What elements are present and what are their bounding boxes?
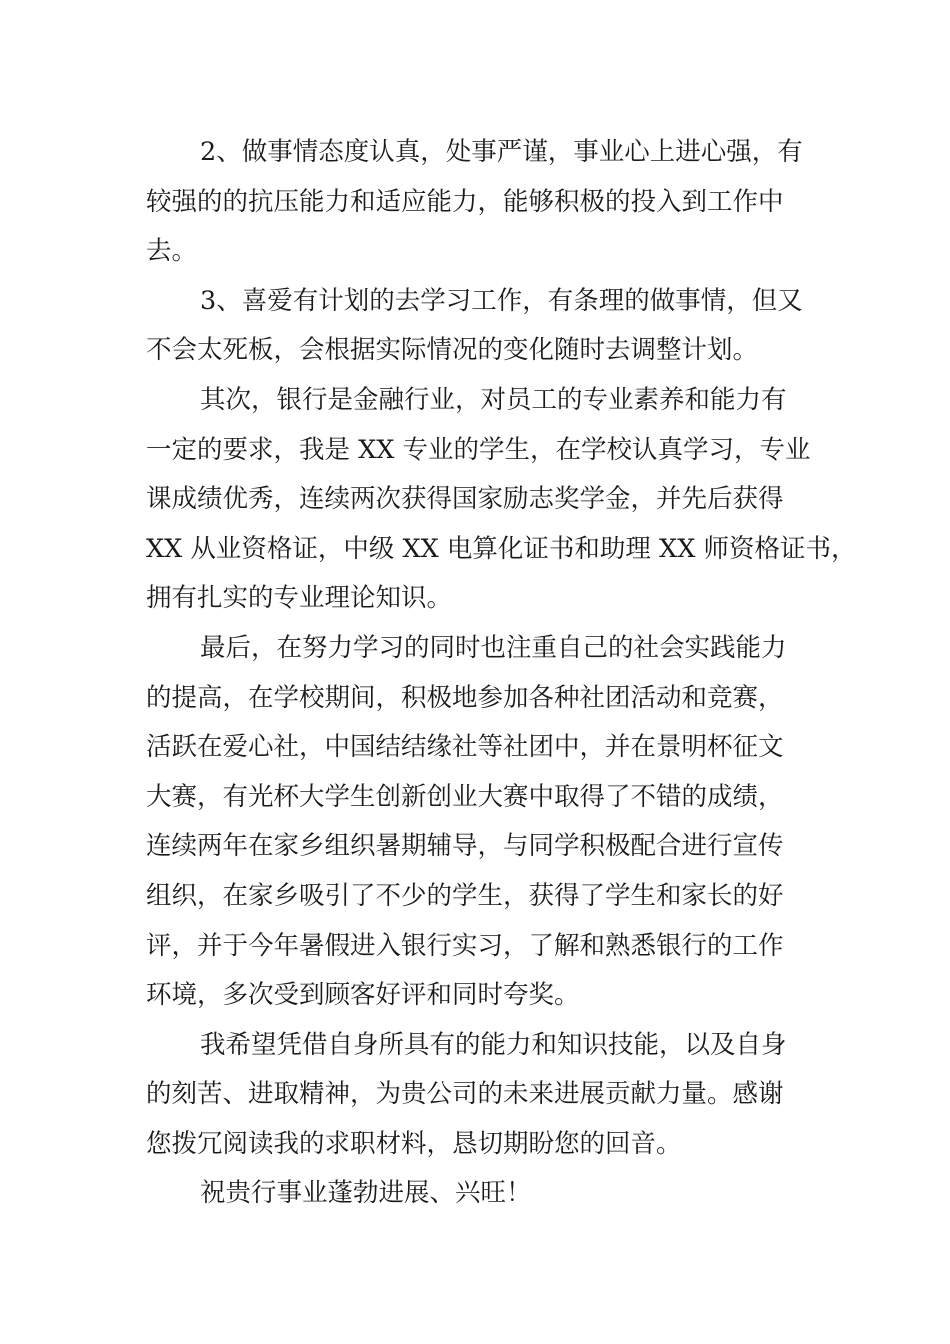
text-line: 组织，在家乡吸引了不少的学生，获得了学生和家长的好 (146, 880, 784, 911)
text-line: 最后，在努力学习的同时也注重自己的社会实践能力 (200, 632, 787, 663)
text-line: 一定的要求，我是 XX 专业的学生，在学校认真学习，专业 (146, 434, 811, 465)
paragraph-wishes (146, 1169, 808, 1219)
text-line: 2、做事情态度认真，处事严谨，事业心上进心强，有 (200, 137, 803, 167)
paragraph-planning (146, 277, 808, 376)
paragraph-attitude (146, 128, 808, 277)
text-line: 的提高，在学校期间，积极地参加各种社团活动和竞赛， (146, 682, 784, 713)
paragraph-closing (146, 1021, 808, 1170)
text-line: 去。 (146, 236, 198, 267)
text-line: 不会太死板，会根据实际情况的变化随时去调整计划。 (146, 335, 759, 366)
text-line: 我希望凭借自身所具有的能力和知识技能，以及自身 (200, 1029, 787, 1060)
text-line: 评，并于今年暑假进入银行实习，了解和熟悉银行的工作 (146, 930, 784, 961)
text-line: 您拨冗阅读我的求职材料，恳切期盼您的回音。 (146, 1128, 682, 1159)
text-line: 课成绩优秀，连续两次获得国家励志奖学金，并先后获得 (146, 484, 784, 515)
text-line: 环境，多次受到顾客好评和同时夸奖。 (146, 980, 580, 1011)
text-line: 3、喜爱有计划的去学习工作，有条理的做事情，但又 (200, 285, 803, 316)
text-line: 连续两年在家乡组织暑期辅导，与同学积极配合进行宣传 (146, 831, 784, 862)
text-line: 大赛，有光杯大学生创新创业大赛中取得了不错的成绩， (146, 781, 784, 812)
text-line: 活跃在爱心社，中国结结缘社等社团中，并在景明杯征文 (146, 732, 784, 763)
text-line: 的刻苦、进取精神，为贵公司的未来进展贡献力量。感谢 (146, 1079, 784, 1110)
text-line: 较强的的抗压能力和适应能力，能够积极的投入到工作中 (146, 186, 784, 217)
paragraph-social-practice (146, 624, 808, 1021)
paragraph-professional-skills (146, 376, 857, 624)
text-line: 祝贵行事业蓬勃进展、兴旺！ (200, 1178, 532, 1209)
text-line: 其次，银行是金融行业，对员工的专业素养和能力有 (200, 384, 787, 415)
text-line: XX 从业资格证，中级 XX 电算化证书和助理 XX 师资格证书， (146, 533, 857, 564)
text-line: 拥有扎实的专业理论知识。 (146, 583, 453, 614)
letter-body (146, 128, 857, 1219)
